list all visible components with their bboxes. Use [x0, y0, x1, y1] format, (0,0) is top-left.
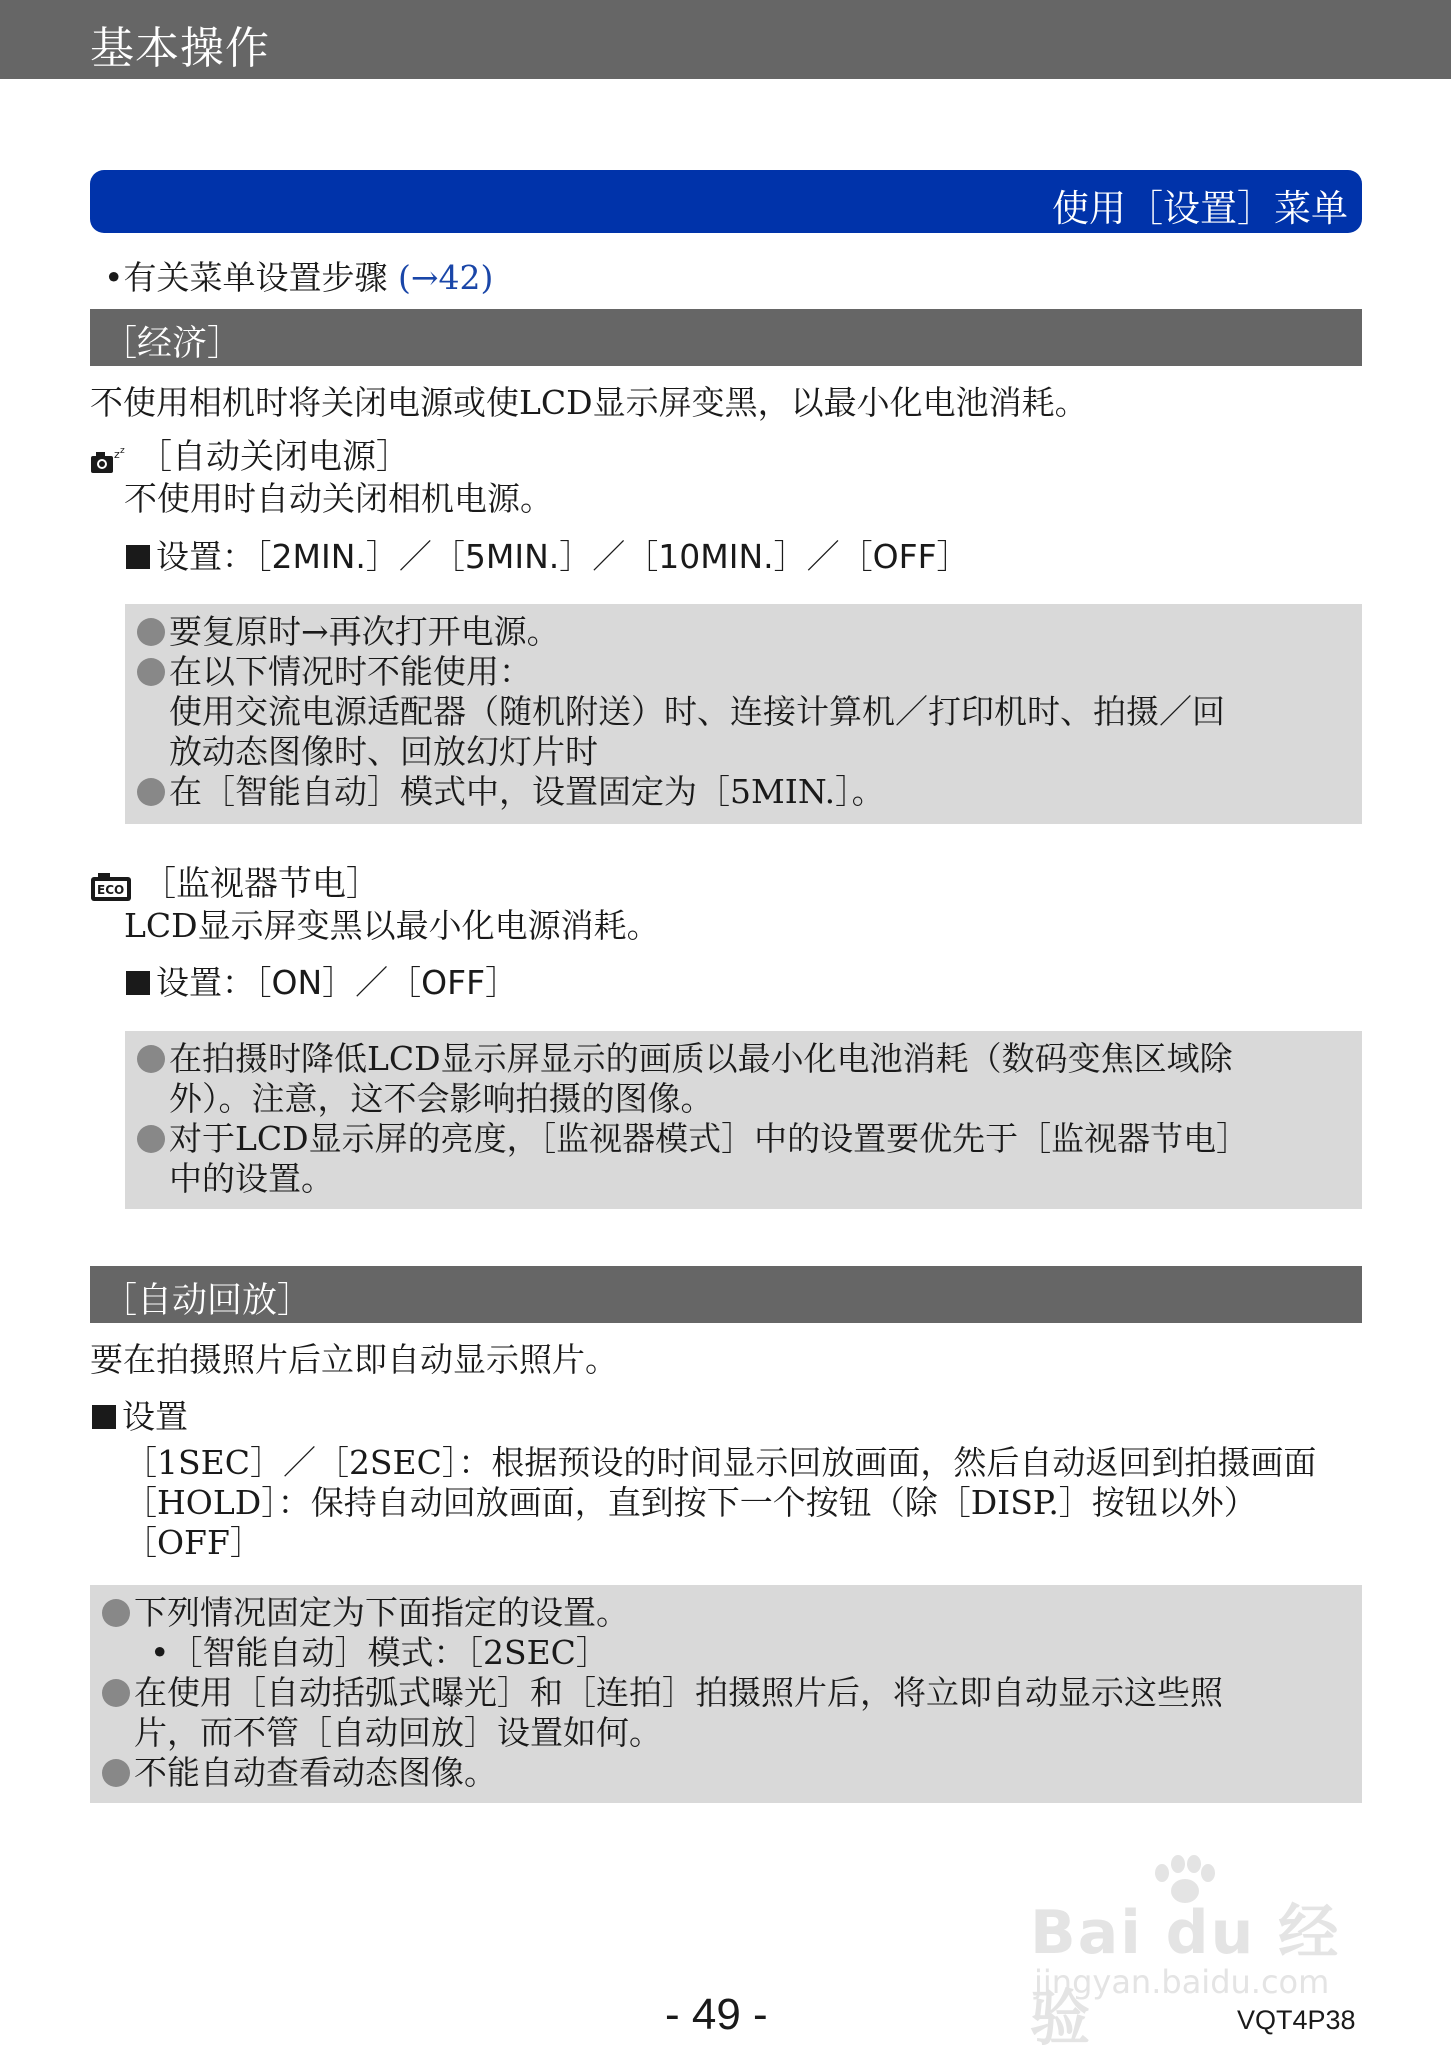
auto-review-option: ［OFF］ — [124, 1523, 263, 1562]
document-code: VQT4P38 — [1237, 2005, 1356, 2035]
section-bar-economy — [90, 309, 1362, 366]
auto-review-option: ［1SEC］／［2SEC］：根据预设的时间显示回放画面，然后自动返回到拍摄画面 — [124, 1443, 1317, 1482]
auto-review-settings-label: 设置 — [122, 1397, 188, 1436]
chapter-title: 基本操作 — [90, 23, 270, 74]
menu-header-label: 使用［设置］菜单 — [1052, 187, 1348, 230]
auto-power-off-title: ［自动关闭电源］ — [138, 437, 410, 477]
note-item — [137, 1119, 1249, 1159]
section-title-economy: ［经济］ — [102, 324, 243, 364]
monitor-eco-icon — [90, 872, 134, 902]
square-bullet-icon — [126, 971, 150, 995]
intro-line — [104, 258, 493, 298]
camera-sleep-icon — [90, 446, 128, 476]
auto-review-settings-heading — [92, 1397, 188, 1437]
auto-review-desc: 要在拍摄照片后立即自动显示照片。 — [90, 1340, 618, 1379]
watermark-brand: Bai du 经验 — [1030, 1898, 1341, 2054]
note-text: 在使用［自动括弧式曝光］和［连拍］拍摄照片后，将立即自动显示这些照 — [134, 1673, 1223, 1712]
note-text: 外）。注意，这不会影响拍摄的图像。 — [169, 1079, 714, 1118]
note-text: 片，而不管［自动回放］设置如何。 — [134, 1713, 662, 1752]
svg-text:ECO: ECO — [97, 883, 125, 897]
svg-text:z: z — [120, 446, 125, 456]
note-item — [102, 1593, 629, 1633]
page-link[interactable]: (→42) — [397, 258, 494, 297]
note-text: 放动态图像时、回放幻灯片时 — [169, 732, 598, 771]
section-title-auto-review: ［自动回放］ — [102, 1281, 313, 1321]
page-number: - 49 - — [665, 1990, 768, 2039]
square-bullet-icon — [92, 1405, 116, 1429]
note-item — [102, 1753, 497, 1793]
monitor-saving-settings-text: 设置：［ON］／［OFF］ — [156, 963, 519, 1002]
note-item — [102, 1673, 1223, 1713]
round-bullet-icon — [137, 1125, 165, 1153]
watermark-url: jingyan.baidu.com — [1034, 1963, 1330, 2001]
monitor-saving-desc: LCD显示屏变黑以最小化电源消耗。 — [124, 906, 660, 945]
note-text: 在以下情况时不能使用： — [169, 652, 532, 691]
round-bullet-icon — [137, 1045, 165, 1073]
auto-power-off-settings — [126, 537, 970, 577]
round-bullet-icon — [102, 1599, 130, 1627]
round-bullet-icon — [137, 778, 165, 806]
round-bullet-icon — [102, 1679, 130, 1707]
note-text: 在拍摄时降低LCD显示屏显示的画质以最小化电池消耗（数码变焦区域除 — [169, 1039, 1233, 1078]
monitor-saving-title: ［监视器节电］ — [142, 864, 380, 904]
note-item — [137, 652, 532, 692]
note-text: 不能自动查看动态图像。 — [134, 1753, 497, 1792]
monitor-saving-settings — [126, 963, 518, 1003]
note-text: 要复原时→再次打开电源。 — [169, 612, 560, 651]
round-bullet-icon — [137, 658, 165, 686]
round-bullet-icon — [102, 1759, 130, 1787]
note-item — [137, 772, 885, 812]
svg-text:z: z — [114, 448, 120, 461]
square-bullet-icon — [126, 545, 150, 569]
note-text: 使用交流电源适配器（随机附送）时、连接计算机／打印机时、拍摄／回 — [169, 692, 1225, 731]
note-item — [137, 1039, 1233, 1079]
section-bar-auto-review — [90, 1266, 1362, 1323]
round-bullet-icon — [137, 618, 165, 646]
top-bar — [0, 0, 1451, 79]
economy-desc: 不使用相机时将关闭电源或使LCD显示屏变黑，以最小化电池消耗。 — [90, 383, 1088, 422]
note-text: 下列情况固定为下面指定的设置。 — [134, 1593, 629, 1632]
note-item — [137, 612, 560, 652]
note-box-auto-power-off — [125, 604, 1362, 824]
note-text: 对于LCD显示屏的亮度，［监视器模式］中的设置要优先于［监视器节电］ — [169, 1119, 1250, 1158]
auto-power-off-desc: 不使用时自动关闭相机电源。 — [124, 479, 553, 518]
menu-header — [90, 170, 1362, 233]
auto-power-off-settings-text: 设置：［2MIN.］／［5MIN.］／［10MIN.］／［OFF］ — [156, 537, 970, 576]
note-box-auto-review — [90, 1585, 1362, 1803]
note-box-monitor-saving — [125, 1031, 1362, 1209]
auto-review-option: ［HOLD］：保持自动回放画面，直到按下一个按钮（除［DISP.］按钮以外） — [124, 1483, 1257, 1522]
note-text: 在［智能自动］模式中，设置固定为［5MIN.］。 — [169, 772, 885, 811]
intro-text: •有关菜单设置步骤 — [104, 258, 398, 297]
note-text: •［智能自动］模式：［2SEC］ — [150, 1633, 609, 1672]
note-text: 中的设置。 — [169, 1159, 334, 1198]
